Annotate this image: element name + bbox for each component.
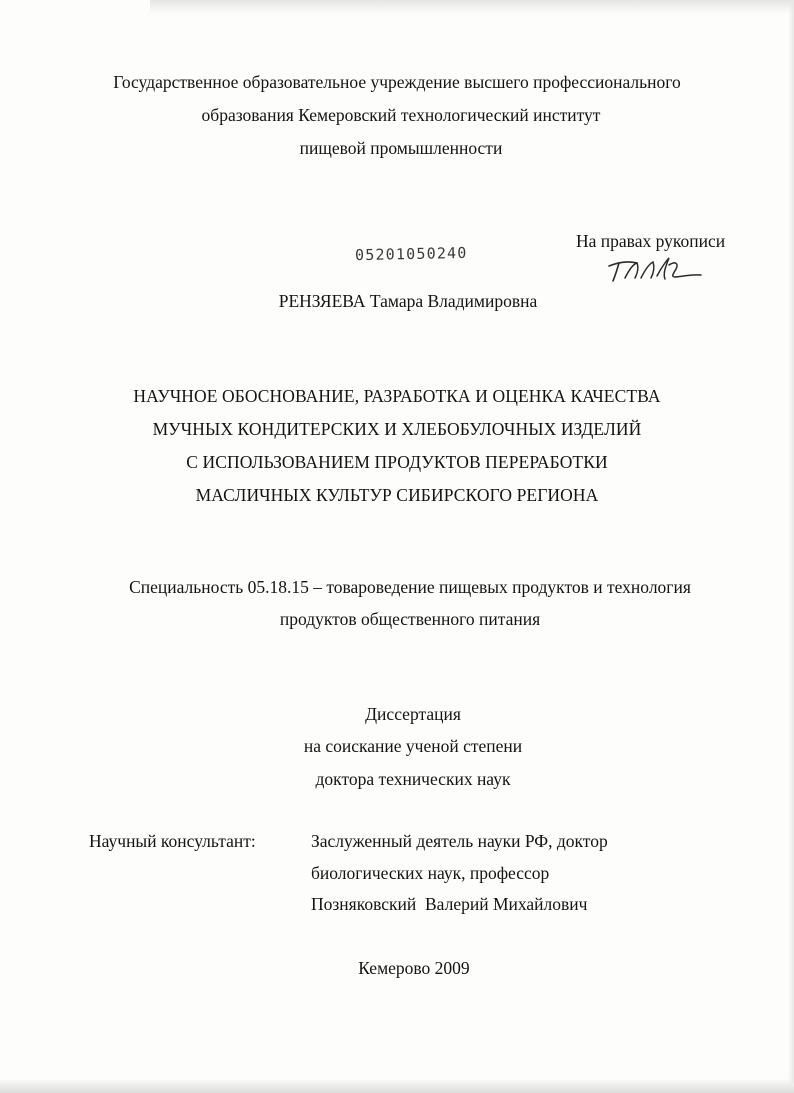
specialty-line-2: продуктов общественного питания xyxy=(279,609,541,629)
degree-line-2: на соискание ученой степени xyxy=(303,736,523,756)
consultant-line-3: Позняковский Валерий Михайлович xyxy=(311,894,588,914)
scan-shadow-top xyxy=(150,0,794,14)
institution-line-3: пищевой промышленности xyxy=(299,138,503,158)
degree-line-3: доктора технических наук xyxy=(315,769,511,789)
institution-line-2: образования Кемеровский технологический институт xyxy=(201,105,601,125)
signature-mark xyxy=(605,252,705,286)
title-line-2: МУЧНЫХ КОНДИТЕРСКИХ И ХЛЕБОБУЛОЧНЫХ ИЗДЕЛИЙ xyxy=(152,419,642,439)
consultant-label: Научный консультант: xyxy=(89,831,256,851)
specialty-line-1: Специальность 05.18.15 – товароведение пищевых продуктов и технология xyxy=(129,577,691,597)
consultant-line-1: Заслуженный деятель науки РФ, доктор xyxy=(311,831,608,851)
city-year: Кемерово 2009 xyxy=(358,958,470,978)
manuscript-note: На правах рукописи xyxy=(576,231,726,251)
title-line-4: МАСЛИЧНЫХ КУЛЬТУР СИБИРСКОГО РЕГИОНА xyxy=(195,485,599,505)
registration-number: 05201050240 xyxy=(354,243,468,265)
degree-line-1: Диссертация xyxy=(365,704,461,724)
consultant-line-2: биологических наук, профессор xyxy=(311,863,550,883)
scan-shadow-right xyxy=(788,0,794,1093)
scan-shadow-bottom xyxy=(0,1079,794,1093)
title-line-1: НАУЧНОЕ ОБОСНОВАНИЕ, РАЗРАБОТКА И ОЦЕНКА КАЧЕСТВА xyxy=(133,386,661,406)
author-name: РЕНЗЯЕВА Тамара Владимировна xyxy=(278,291,538,311)
institution-line-1: Государственное образовательное учреждение высшего профессионального xyxy=(113,72,681,92)
title-line-3: С ИСПОЛЬЗОВАНИЕМ ПРОДУКТОВ ПЕРЕРАБОТКИ xyxy=(186,452,608,472)
